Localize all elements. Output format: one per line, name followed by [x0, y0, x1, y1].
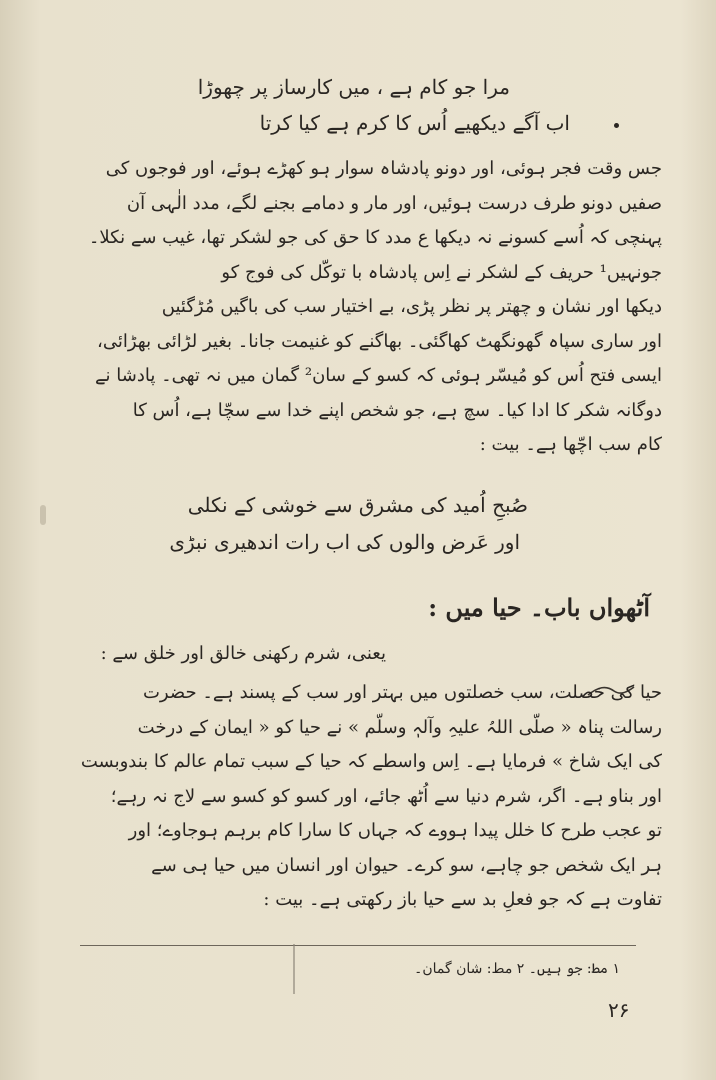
paragraph-line: دوگانہ شکر کا ادا کیا۔ سچ ہے، جو شخص اپنے خدا سے سچّا ہے، اُس کا	[132, 399, 662, 421]
paragraph-line: کام سب اچّھا ہے۔ بیت :	[479, 434, 662, 455]
paragraph-line: پہنچی کہ اُسے کسونے نہ دیکھا ع مدد کا حق کی جو لشکر تھا، غیب سے نکلا۔	[88, 227, 662, 248]
paragraph-line: کی ایک شاخ » فرمایا ہے۔ اِس واسطے کہ حیا کے سبب تمام عالم کا بندوبست	[80, 751, 662, 772]
paragraph-line: رسالت پناہ « صلّی اللہُ علیہِ وآلہٖ وسلّم » نے حیا کو « ایمان کے درخت	[137, 716, 662, 738]
paragraph-line: ایسی فتح اُس کو مُیسّر ہوئی کہ کسو کے سان² گمان میں نہ تھی۔ پادشا نے	[95, 365, 662, 386]
verse-1-line-2: اب آگے دیکھیے اُس کا کرم ہے کیا کرتا	[259, 111, 570, 135]
footnote-divider	[80, 945, 636, 946]
page-number: ۲۶	[608, 998, 630, 1022]
pencil-tick-mark	[293, 944, 295, 994]
paragraph-line: حیا کی خصلت، سب خصلتوں میں بہتر اور سب کے پسند ہے۔ حضرت	[142, 682, 662, 703]
paragraph-line: اور ساری سپاہ گھونگھٹ کھاگئی۔ بھاگنے کو غنیمت جانا۔ بغیر لڑائی بھڑائی،	[97, 330, 662, 352]
verse-2-line-2: اور عَرض والوں کی اب رات اندھیری نبڑی	[169, 530, 520, 554]
paragraph-line: تفاوت ہے کہ جو فعلِ بد سے حیا باز رکھتی ہے۔ بیت :	[263, 889, 662, 910]
paragraph-line: جونہیں¹ حریف کے لشکر نے اِس پادشاہ با توکّل کی فوج کو	[221, 261, 662, 283]
verse-2-line-1: صُبحِ اُمید کی مشرق سے خوشی کے نکلی	[187, 493, 528, 517]
chapter-subheading: یعنی، شرم رکھنی خالق اور خلق سے :	[100, 643, 386, 664]
paragraph-line: صفیں دونو طرف درست ہوئیں، اور مار و دمامے بجنے لگے، مدد الٰہی آن	[126, 192, 662, 214]
paragraph-modesty	[62, 676, 662, 918]
paragraph-line: تو عجب طرح کا خلل پیدا ہووے کہ جہاں کا سارا کام برہم ہوجاوے؛ اور	[128, 820, 662, 841]
paragraph-battle	[62, 152, 662, 463]
verse-1-line-1: مرا جو کام ہے ، میں کارساز پر چھوڑا	[197, 75, 510, 99]
paragraph-line: دیکھا اور نشان و چھتر پر نظر پڑی، بے اختیار سب کی باگیں مُڑگئیں	[161, 296, 662, 317]
chapter-heading: آٹھواں باب۔ حیا میں :	[428, 593, 650, 622]
paragraph-line: ہر ایک شخص جو چاہے، سو کرے۔ حیوان اور انسان میں حیا ہی سے	[151, 854, 662, 876]
page-smudge	[40, 505, 46, 525]
verse-bullet	[614, 123, 619, 128]
paragraph-line: جس وقت فجر ہوئی، اور دونو پادشاہ سوار ہو کھڑے ہوئے، اور فوجوں کی	[105, 158, 662, 179]
footnotes: ۱ مط: جو ہیں۔ ۲ مط: شان گمان۔	[414, 961, 620, 977]
paragraph-line: اور بناو ہے۔ اگر، شرم دنیا سے اُٹھ جائے، اور کسو کو کسو سے لاج نہ رہے؛	[110, 785, 662, 807]
